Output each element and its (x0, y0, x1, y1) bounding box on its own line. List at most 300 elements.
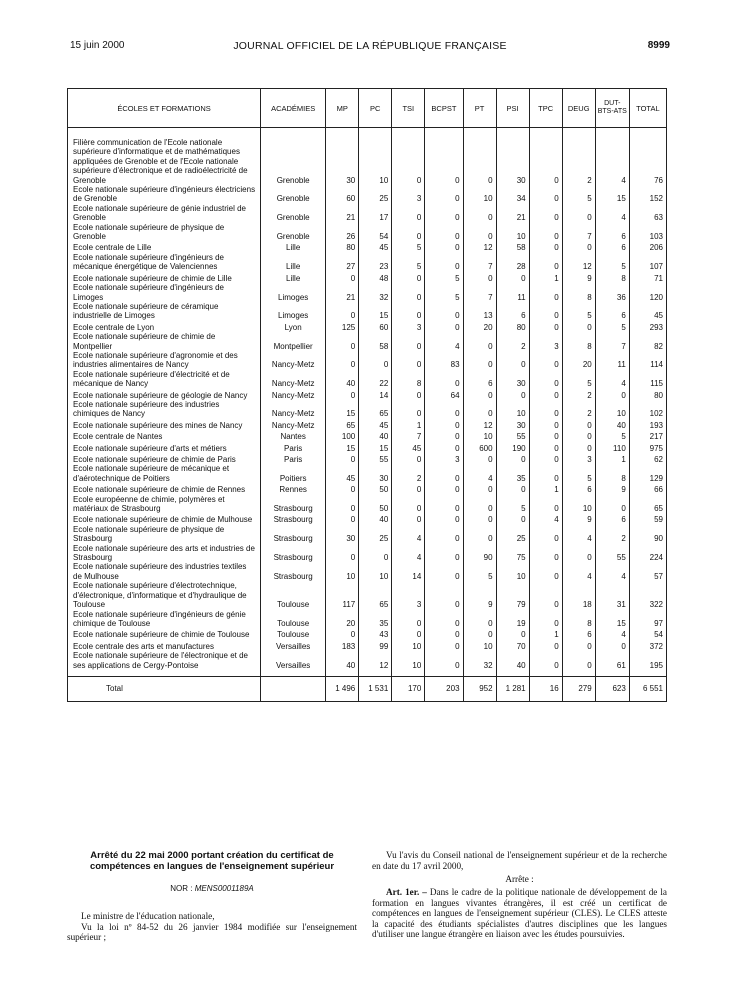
cell-tsi: 0 (392, 483, 425, 494)
table-row (68, 628, 667, 639)
cell-dut: 2 (595, 525, 629, 544)
cell-psi: 11 (496, 283, 529, 302)
academie: Poitiers (261, 464, 326, 483)
cell-mp: 183 (326, 640, 359, 651)
column-header: DUT-BTS-ATS (595, 89, 629, 128)
ecole-name: Ecole nationale supérieure des mines de Nancy (68, 419, 261, 430)
column-header: DEUG (562, 89, 595, 128)
cell-pc: 23 (359, 253, 392, 272)
cell-psi: 70 (496, 640, 529, 651)
cell-pc: 50 (359, 495, 392, 514)
cell-mp: 15 (326, 442, 359, 453)
cell-tsi: 0 (392, 223, 425, 242)
cell-tsi: 0 (392, 513, 425, 524)
cell-pc: 99 (359, 640, 392, 651)
academie: Grenoble (261, 223, 326, 242)
cell-bcpst: 0 (425, 513, 463, 524)
table-row (68, 513, 667, 524)
cell-bcpst: 64 (425, 389, 463, 400)
cell-total: 217 (629, 430, 666, 441)
total-cell-total: 6 551 (629, 676, 666, 701)
journal-title: JOURNAL OFFICIEL DE LA RÉPUBLIQUE FRANÇAISE (233, 40, 507, 52)
table-row (68, 204, 667, 223)
cell-pt: 0 (463, 495, 496, 514)
cell-pc: 60 (359, 321, 392, 332)
table-row (68, 562, 667, 581)
cell-tpc: 0 (529, 302, 562, 321)
ecole-name: Ecole nationale supérieure de génie industriel de Grenoble (68, 204, 261, 223)
ecole-name: Ecole centrale des arts et manufactures (68, 640, 261, 651)
ecole-name: Ecole nationale supérieure de physique de Strasbourg (68, 525, 261, 544)
cell-total: 224 (629, 544, 666, 563)
cell-pc: 22 (359, 370, 392, 389)
cell-dut: 0 (595, 389, 629, 400)
cell-bcpst: 0 (425, 483, 463, 494)
cell-dut: 4 (595, 370, 629, 389)
cell-tpc: 0 (529, 525, 562, 544)
cell-total: 65 (629, 495, 666, 514)
cell-bcpst: 0 (425, 223, 463, 242)
cell-tsi: 0 (392, 283, 425, 302)
total-cell-dut: 623 (595, 676, 629, 701)
cell-mp: 30 (326, 525, 359, 544)
table-row (68, 272, 667, 283)
cell-dut: 15 (595, 610, 629, 629)
table-row (68, 302, 667, 321)
cell-tpc: 0 (529, 495, 562, 514)
cell-tpc: 0 (529, 370, 562, 389)
total-cell-deug: 279 (562, 676, 595, 701)
cell-bcpst: 0 (425, 651, 463, 676)
academie: Lille (261, 253, 326, 272)
table-row (68, 640, 667, 651)
ecole-name: Ecole nationale supérieure d'électrotechnique, d'électronique, d'informatique et d'hydraulique de Toulouse (68, 581, 261, 609)
article-1 (372, 887, 667, 940)
cell-total: 372 (629, 640, 666, 651)
cell-psi: 0 (496, 453, 529, 464)
cell-bcpst: 0 (425, 525, 463, 544)
cell-pt: 10 (463, 640, 496, 651)
academie: Toulouse (261, 581, 326, 609)
cell-tsi: 3 (392, 581, 425, 609)
cell-dut: 110 (595, 442, 629, 453)
cell-mp: 0 (326, 453, 359, 464)
cell-mp: 0 (326, 332, 359, 351)
cell-total: 45 (629, 302, 666, 321)
cell-bcpst: 0 (425, 128, 463, 186)
cell-deug: 10 (562, 495, 595, 514)
table-row (68, 495, 667, 514)
ecole-name: Ecole nationale supérieure d'arts et métiers (68, 442, 261, 453)
cell-pt: 600 (463, 442, 496, 453)
cell-pt: 10 (463, 430, 496, 441)
column-header: ACADÉMIES (261, 89, 326, 128)
academie: Nancy-Metz (261, 400, 326, 419)
paragraph-vu-loi: Vu la loi nº 84-52 du 26 janvier 1984 modifiée sur l'enseignement supérieur ; (67, 921, 357, 942)
ecole-name: Ecole nationale supérieure de chimie de Montpellier (68, 332, 261, 351)
total-cell-tsi: 170 (392, 676, 425, 701)
ecole-name: Ecole européenne de chimie, polymères et matériaux de Strasbourg (68, 495, 261, 514)
cell-mp: 45 (326, 464, 359, 483)
cell-tpc: 0 (529, 419, 562, 430)
cell-tsi: 14 (392, 562, 425, 581)
cell-mp: 117 (326, 581, 359, 609)
table-row (68, 351, 667, 370)
table-row (68, 389, 667, 400)
cell-deug: 8 (562, 332, 595, 351)
cell-tpc: 3 (529, 332, 562, 351)
cell-deug: 2 (562, 400, 595, 419)
cell-dut: 61 (595, 651, 629, 676)
cell-tsi: 0 (392, 628, 425, 639)
table-row (68, 223, 667, 242)
cell-tsi: 0 (392, 128, 425, 186)
cell-psi: 10 (496, 223, 529, 242)
page-number: 8999 (647, 40, 670, 51)
cell-tpc: 0 (529, 430, 562, 441)
cell-tsi: 2 (392, 464, 425, 483)
cell-tsi: 3 (392, 321, 425, 332)
cell-total: 62 (629, 453, 666, 464)
cell-pc: 17 (359, 204, 392, 223)
cell-tpc: 0 (529, 400, 562, 419)
cell-psi: 55 (496, 430, 529, 441)
cell-total: 322 (629, 581, 666, 609)
cell-total: 54 (629, 628, 666, 639)
paragraph-vu-avis: Vu l'avis du Conseil national de l'enseignement supérieur et de la recherche en date du 17 avril 2000, (372, 850, 667, 871)
cell-bcpst: 3 (425, 453, 463, 464)
cell-pt: 0 (463, 628, 496, 639)
cell-psi: 40 (496, 651, 529, 676)
cell-pt: 7 (463, 283, 496, 302)
academie: Limoges (261, 302, 326, 321)
cell-bcpst: 0 (425, 400, 463, 419)
cell-pc: 0 (359, 351, 392, 370)
ecole-name: Ecole nationale supérieure de chimie de Toulouse (68, 628, 261, 639)
total-cell-psi: 1 281 (496, 676, 529, 701)
cell-dut: 9 (595, 483, 629, 494)
cell-bcpst: 0 (425, 370, 463, 389)
cell-tsi: 0 (392, 389, 425, 400)
table-row (68, 464, 667, 483)
cell-bcpst: 5 (425, 272, 463, 283)
cell-dut: 10 (595, 400, 629, 419)
table-row (68, 321, 667, 332)
cell-tpc: 0 (529, 581, 562, 609)
table-row (68, 332, 667, 351)
cell-deug: 0 (562, 419, 595, 430)
cell-total: 152 (629, 185, 666, 204)
cell-mp: 26 (326, 223, 359, 242)
cell-psi: 5 (496, 495, 529, 514)
cell-mp: 30 (326, 128, 359, 186)
cell-pt: 0 (463, 483, 496, 494)
cell-dut: 0 (595, 640, 629, 651)
cell-total: 66 (629, 483, 666, 494)
cell-total: 57 (629, 562, 666, 581)
cell-dut: 31 (595, 581, 629, 609)
cell-total: 129 (629, 464, 666, 483)
cell-psi: 10 (496, 562, 529, 581)
cell-tpc: 1 (529, 272, 562, 283)
ecole-name: Ecole nationale supérieure d'agronomie et des industries alimentaires de Nancy (68, 351, 261, 370)
cell-tpc: 0 (529, 640, 562, 651)
academie: Strasbourg (261, 562, 326, 581)
cell-mp: 0 (326, 272, 359, 283)
cell-psi: 6 (496, 302, 529, 321)
cell-mp: 20 (326, 610, 359, 629)
academie: Strasbourg (261, 513, 326, 524)
cell-bcpst: 0 (425, 544, 463, 563)
cell-deug: 2 (562, 128, 595, 186)
cell-pt: 0 (463, 223, 496, 242)
cell-deug: 5 (562, 185, 595, 204)
cell-mp: 0 (326, 483, 359, 494)
cell-pc: 50 (359, 483, 392, 494)
cell-tpc: 1 (529, 628, 562, 639)
cell-psi: 2 (496, 332, 529, 351)
cell-pt: 0 (463, 525, 496, 544)
cell-pt: 0 (463, 332, 496, 351)
cell-mp: 100 (326, 430, 359, 441)
total-row (68, 676, 667, 701)
cell-tsi: 0 (392, 272, 425, 283)
cell-bcpst: 0 (425, 464, 463, 483)
cell-tpc: 0 (529, 204, 562, 223)
cell-pc: 54 (359, 223, 392, 242)
ecole-name: Filière communication de l'Ecole nationale supérieure d'informatique et de mathématiques appliquées de Grenoble et de l'Ecole nationale supérieure d'électronique et de radioélectricité de Grenoble (68, 128, 261, 186)
cell-tsi: 0 (392, 302, 425, 321)
cell-total: 76 (629, 128, 666, 186)
cell-bcpst: 0 (425, 253, 463, 272)
cell-total: 103 (629, 223, 666, 242)
cell-psi: 0 (496, 513, 529, 524)
cell-mp: 0 (326, 513, 359, 524)
cell-pc: 14 (359, 389, 392, 400)
cell-tsi: 7 (392, 430, 425, 441)
table-row (68, 544, 667, 563)
academie: Lille (261, 241, 326, 252)
cell-tpc: 0 (529, 651, 562, 676)
ecole-name: Ecole nationale supérieure des industries textiles de Mulhouse (68, 562, 261, 581)
total-cell-bcpst: 203 (425, 676, 463, 701)
table-header-row (68, 89, 667, 128)
cell-deug: 4 (562, 562, 595, 581)
column-header: TPC (529, 89, 562, 128)
cell-tpc: 0 (529, 544, 562, 563)
cell-tsi: 0 (392, 332, 425, 351)
cell-total: 293 (629, 321, 666, 332)
cell-pc: 10 (359, 562, 392, 581)
ecole-name: Ecole nationale supérieure de géologie de Nancy (68, 389, 261, 400)
cell-bcpst: 0 (425, 442, 463, 453)
cell-psi: 30 (496, 419, 529, 430)
academie: Nantes (261, 430, 326, 441)
cell-psi: 79 (496, 581, 529, 609)
cell-deug: 0 (562, 640, 595, 651)
cell-pt: 0 (463, 272, 496, 283)
cell-mp: 0 (326, 544, 359, 563)
cell-deug: 0 (562, 651, 595, 676)
cell-pc: 35 (359, 610, 392, 629)
cell-deug: 2 (562, 389, 595, 400)
table-row (68, 241, 667, 252)
cell-bcpst: 83 (425, 351, 463, 370)
ecole-name: Ecole nationale supérieure de chimie de Rennes (68, 483, 261, 494)
cell-total: 97 (629, 610, 666, 629)
nor-value: MENS0001189A (194, 884, 254, 893)
cell-mp: 0 (326, 302, 359, 321)
academie: Limoges (261, 283, 326, 302)
academie: Versailles (261, 640, 326, 651)
cell-pt: 5 (463, 562, 496, 581)
cell-pc: 43 (359, 628, 392, 639)
cell-mp: 21 (326, 283, 359, 302)
cell-bcpst: 5 (425, 283, 463, 302)
cell-bcpst: 4 (425, 332, 463, 351)
cell-bcpst: 0 (425, 628, 463, 639)
cell-deug: 4 (562, 525, 595, 544)
cell-pc: 40 (359, 513, 392, 524)
cell-pc: 30 (359, 464, 392, 483)
cell-mp: 0 (326, 351, 359, 370)
cell-deug: 0 (562, 321, 595, 332)
cell-pt: 6 (463, 370, 496, 389)
cell-pc: 25 (359, 525, 392, 544)
article-1-text: Dans le cadre de la politique nationale de développement de la formation en langues vivantes étrangères, il est créé un certificat de compétences en langues de l'enseignement supérieur (CLES). Le CLES atteste la capacité des étudiants spécialistes d'autres disciplines que les langues d'utiliser une langue étrangère en liaison avec les études poursuivies. (372, 887, 667, 939)
column-header: TOTAL (629, 89, 666, 128)
cell-total: 82 (629, 332, 666, 351)
cell-tsi: 0 (392, 453, 425, 464)
cell-deug: 5 (562, 370, 595, 389)
cell-dut: 5 (595, 430, 629, 441)
cell-tsi: 10 (392, 651, 425, 676)
cell-pt: 0 (463, 400, 496, 419)
total-cell-tpc: 16 (529, 676, 562, 701)
cell-pc: 55 (359, 453, 392, 464)
ecole-name: Ecole nationale supérieure d'ingénieurs de génie chimique de Toulouse (68, 610, 261, 629)
cell-total: 120 (629, 283, 666, 302)
cell-pc: 45 (359, 419, 392, 430)
total-cell-pc: 1 531 (359, 676, 392, 701)
table-row (68, 610, 667, 629)
cell-deug: 0 (562, 442, 595, 453)
cell-mp: 65 (326, 419, 359, 430)
cell-mp: 0 (326, 389, 359, 400)
cell-tpc: 0 (529, 185, 562, 204)
academie: Strasbourg (261, 544, 326, 563)
cell-bcpst: 0 (425, 640, 463, 651)
cell-dut: 5 (595, 253, 629, 272)
cell-mp: 27 (326, 253, 359, 272)
cell-dut: 4 (595, 204, 629, 223)
table-row (68, 430, 667, 441)
cell-psi: 34 (496, 185, 529, 204)
cell-pt: 4 (463, 464, 496, 483)
cell-deug: 6 (562, 483, 595, 494)
column-header: BCPST (425, 89, 463, 128)
table-row (68, 419, 667, 430)
cell-psi: 0 (496, 351, 529, 370)
cell-pt: 0 (463, 513, 496, 524)
cell-pt: 0 (463, 610, 496, 629)
cell-bcpst: 0 (425, 495, 463, 514)
cell-psi: 10 (496, 400, 529, 419)
cell-deug: 7 (562, 223, 595, 242)
column-header: ÉCOLES ET FORMATIONS (68, 89, 261, 128)
cell-dut: 8 (595, 464, 629, 483)
academie: Nancy-Metz (261, 351, 326, 370)
cell-tsi: 0 (392, 204, 425, 223)
cell-deug: 0 (562, 204, 595, 223)
academie: Toulouse (261, 628, 326, 639)
cell-dut: 36 (595, 283, 629, 302)
cell-tpc: 0 (529, 351, 562, 370)
cell-tpc: 4 (529, 513, 562, 524)
table-row (68, 453, 667, 464)
cell-pt: 7 (463, 253, 496, 272)
cell-pt: 10 (463, 185, 496, 204)
total-label: Total (68, 676, 261, 701)
cell-bcpst: 0 (425, 610, 463, 629)
cell-tpc: 0 (529, 453, 562, 464)
cell-pt: 90 (463, 544, 496, 563)
cell-tsi: 0 (392, 610, 425, 629)
table-row (68, 253, 667, 272)
cell-pc: 15 (359, 302, 392, 321)
ecole-name: Ecole nationale supérieure d'ingénieurs de mécanique énergétique de Valenciennes (68, 253, 261, 272)
cell-deug: 0 (562, 430, 595, 441)
cell-total: 114 (629, 351, 666, 370)
cell-tsi: 10 (392, 640, 425, 651)
cell-dut: 40 (595, 419, 629, 430)
ecole-name: Ecole centrale de Nantes (68, 430, 261, 441)
academie: Nancy-Metz (261, 389, 326, 400)
cell-tsi: 3 (392, 185, 425, 204)
table-body (68, 128, 667, 677)
cell-dut: 8 (595, 272, 629, 283)
cell-tsi: 0 (392, 400, 425, 419)
cell-pt: 32 (463, 651, 496, 676)
ecole-name: Ecole nationale supérieure de chimie de Paris (68, 453, 261, 464)
column-header: TSI (392, 89, 425, 128)
academie: Montpellier (261, 332, 326, 351)
cell-pc: 12 (359, 651, 392, 676)
table-row (68, 400, 667, 419)
article-1-label: Art. 1er. – (386, 887, 427, 897)
academie: Nancy-Metz (261, 419, 326, 430)
cell-pc: 48 (359, 272, 392, 283)
cell-dut: 5 (595, 321, 629, 332)
cell-deug: 3 (562, 453, 595, 464)
cell-total: 63 (629, 204, 666, 223)
ecole-name: Ecole nationale supérieure de chimie de Mulhouse (68, 513, 261, 524)
academie: Lille (261, 272, 326, 283)
cell-deug: 12 (562, 253, 595, 272)
cell-pc: 0 (359, 544, 392, 563)
cell-mp: 40 (326, 370, 359, 389)
ecole-name: Ecole nationale supérieure d'électricité et de mécanique de Nancy (68, 370, 261, 389)
academie: Paris (261, 453, 326, 464)
cell-psi: 25 (496, 525, 529, 544)
academie: Grenoble (261, 204, 326, 223)
cell-tsi: 1 (392, 419, 425, 430)
total-cell-pt: 952 (463, 676, 496, 701)
cell-dut: 6 (595, 241, 629, 252)
table-row (68, 185, 667, 204)
cell-bcpst: 0 (425, 562, 463, 581)
ecole-name: Ecole nationale supérieure de physique de Grenoble (68, 223, 261, 242)
